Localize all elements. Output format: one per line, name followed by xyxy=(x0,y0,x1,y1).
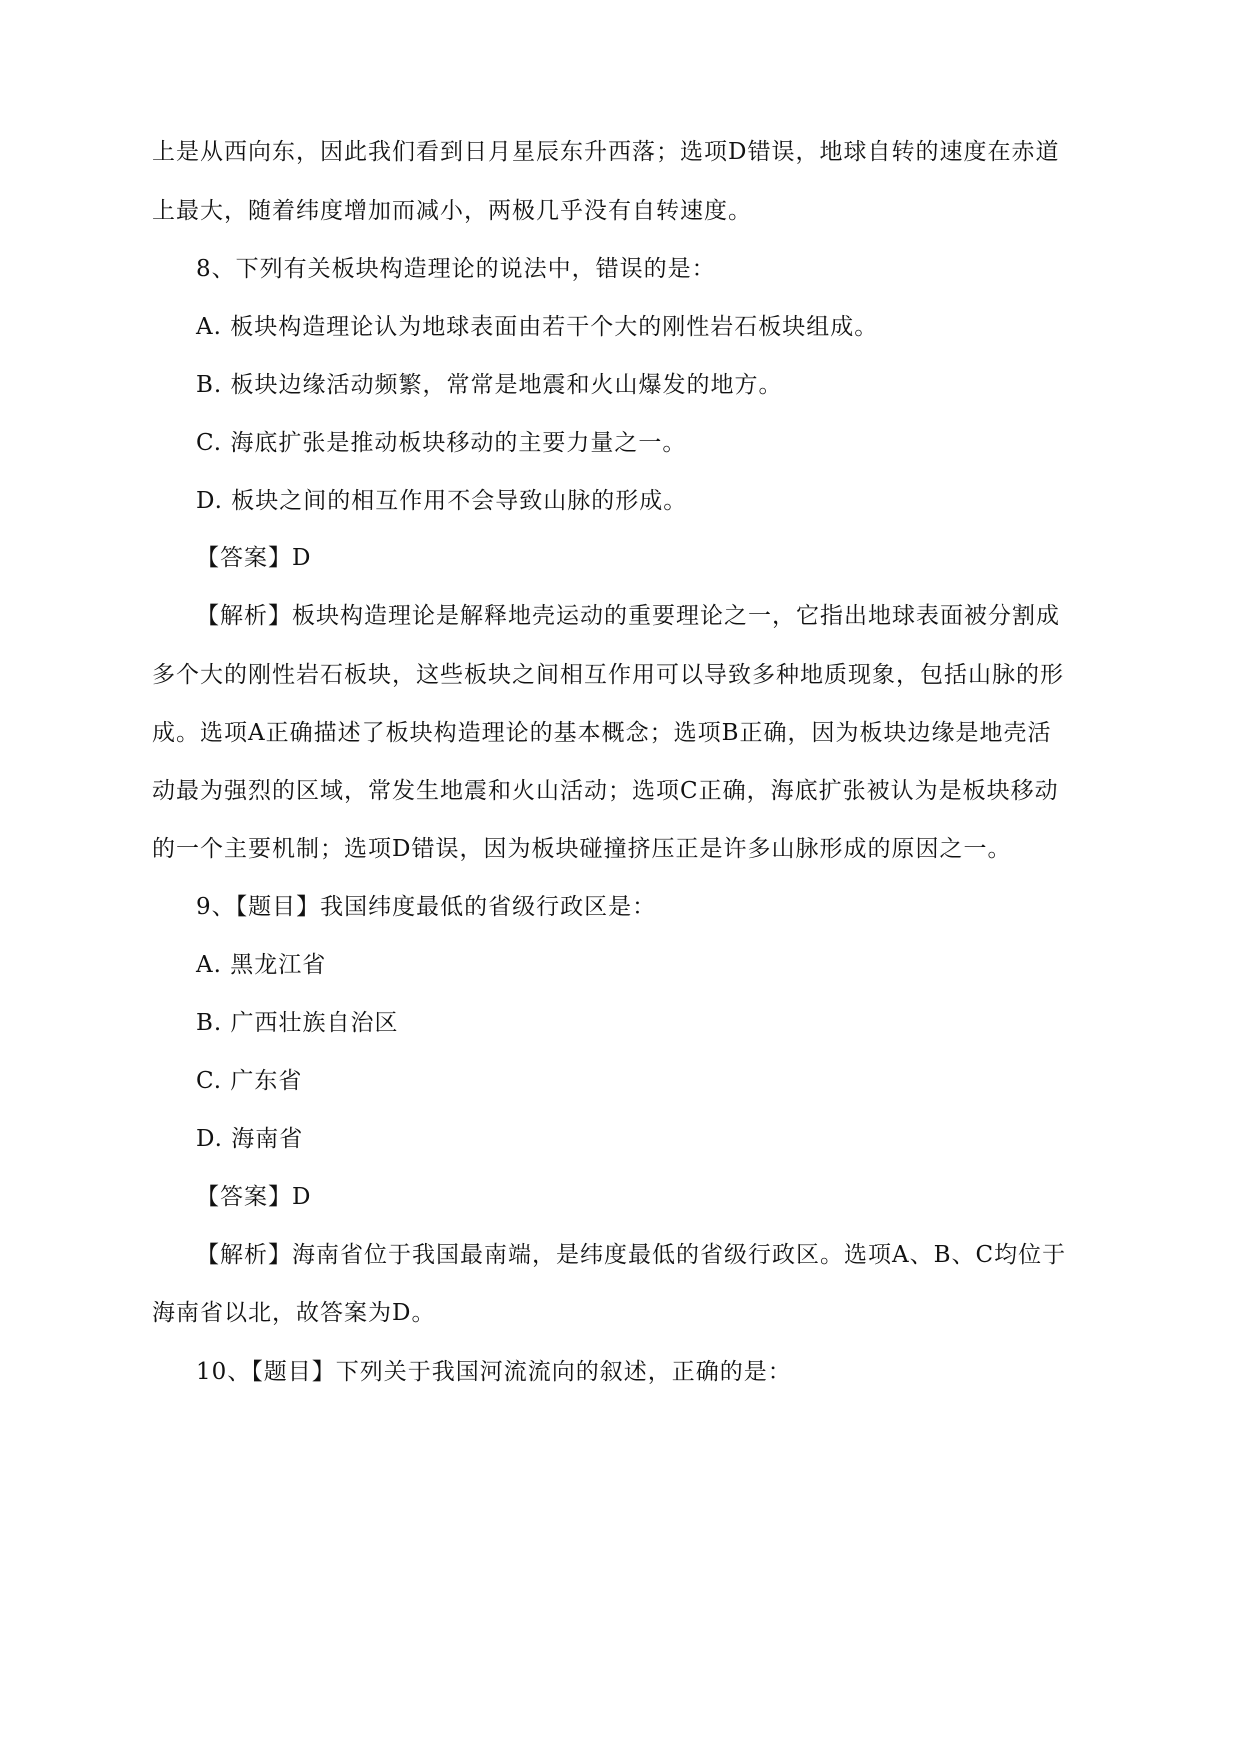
question-8-stem: 8、下列有关板块构造理论的说法中，错误的是： xyxy=(196,256,716,282)
question-9-stem: 9、【题目】我国纬度最低的省级行政区是： xyxy=(196,894,657,920)
question-9-analysis-line-1: 【解析】海南省位于我国最南端，是纬度最低的省级行政区。选项A、B、C均位于 xyxy=(196,1242,1067,1268)
question-8-option-c: C. 海底扩张是推动板块移动的主要力量之一。 xyxy=(196,430,687,456)
question-9-option-c: C. 广东省 xyxy=(196,1068,303,1094)
question-9-option-a: A. 黑龙江省 xyxy=(196,952,327,978)
question-8-analysis-line-4: 动最为强烈的区域，常发生地震和火山活动；选项C正确，海底扩张被认为是板块移动 xyxy=(152,778,1059,804)
question-9-answer: 【答案】D xyxy=(196,1184,312,1210)
question-10-stem: 10、【题目】下列关于我国河流流向的叙述，正确的是： xyxy=(196,1359,792,1385)
question-8-option-b: B. 板块边缘活动频繁，常常是地震和火山爆发的地方。 xyxy=(196,372,783,398)
question-8-analysis-line-5: 的一个主要机制；选项D错误，因为板块碰撞挤压正是许多山脉形成的原因之一。 xyxy=(152,836,1012,862)
question-8-answer: 【答案】D xyxy=(196,545,312,571)
question-9-option-b: B. 广西壮族自治区 xyxy=(196,1010,399,1036)
question-8-analysis-line-2: 多个大的刚性岩石板块，这些板块之间相互作用可以导致多种地质现象，包括山脉的形 xyxy=(152,662,1064,688)
question-8-option-d: D. 板块之间的相互作用不会导致山脉的形成。 xyxy=(196,488,688,514)
question-8-analysis-line-1: 【解析】板块构造理论是解释地壳运动的重要理论之一，它指出地球表面被分割成 xyxy=(196,603,1060,629)
question-9-analysis-line-2: 海南省以北，故答案为D。 xyxy=(152,1300,436,1326)
text-line-1: 上是从西向东，因此我们看到日月星辰东升西落；选项D错误，地球自转的速度在赤道 xyxy=(152,139,1060,165)
question-8-option-a: A. 板块构造理论认为地球表面由若干个大的刚性岩石板块组成。 xyxy=(196,314,879,340)
question-8-analysis-line-3: 成。选项A正确描述了板块构造理论的基本概念；选项B正确，因为板块边缘是地壳活 xyxy=(152,720,1052,746)
text-line-2: 上最大，随着纬度增加而减小，两极几乎没有自转速度。 xyxy=(152,198,752,224)
question-9-option-d: D. 海南省 xyxy=(196,1126,304,1152)
